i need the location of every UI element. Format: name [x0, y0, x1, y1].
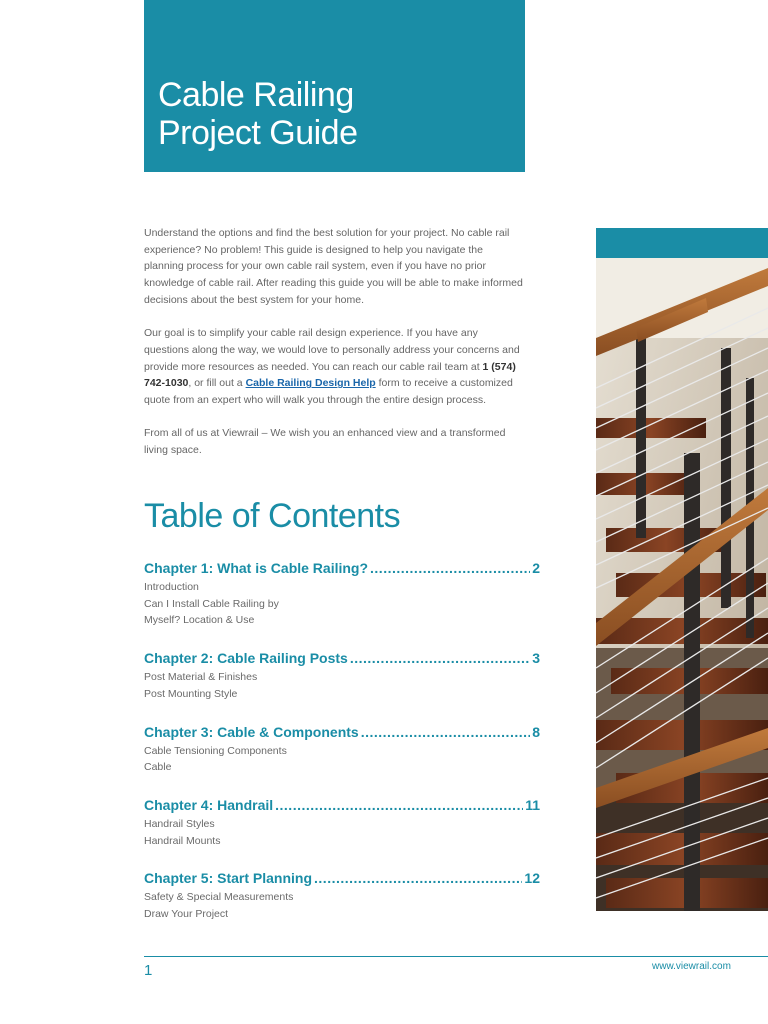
toc-chapter-link[interactable]	[144, 794, 540, 816]
toc-chapter-2	[144, 647, 540, 702]
website-url[interactable]: www.viewrail.com	[652, 961, 731, 972]
toc-sub-item: Introduction	[144, 581, 199, 593]
toc-sub-item: Post Material & Finishes	[144, 671, 258, 684]
chapter-title: Chapter 1: What is Cable Railing?	[144, 560, 369, 576]
intro-p2-middle: , or fill out a	[188, 377, 246, 390]
chapter-page: 11	[525, 796, 540, 813]
toc-chapter-1	[144, 557, 540, 629]
toc-chapter-4	[144, 794, 540, 849]
page-title	[158, 76, 358, 152]
dot-leader	[314, 867, 522, 889]
chapter-page: 8	[532, 723, 540, 740]
intro-paragraph-3: From all of us at Viewrail – We wish you an enhanced view and a transformed living space.	[144, 427, 506, 457]
chapter-title: Chapter 5: Start Planning	[144, 870, 313, 887]
dot-leader	[275, 794, 523, 816]
toc-sub-item: Cable Tensioning Components	[144, 744, 287, 757]
toc-chapter-link[interactable]	[144, 647, 540, 669]
table-of-contents	[144, 557, 540, 941]
toc-sub-item: Cable	[144, 761, 172, 774]
dot-leader	[361, 721, 531, 743]
staircase-illustration	[596, 228, 768, 911]
toc-sub-item: Post Mounting Style	[144, 687, 238, 700]
toc-chapter-link[interactable]	[144, 867, 540, 889]
phone-number: 1 (574) 742-1030	[144, 360, 516, 390]
toc-sub-item: Can I Install Cable Railing by	[144, 597, 279, 610]
chapter-title: Chapter 4: Handrail	[144, 796, 274, 813]
chapter-page: 2	[532, 560, 540, 576]
chapter-page: 3	[532, 650, 540, 667]
intro-paragraph-1: Understand the options and find the best solution for your project. No cable rail experience? No problem! This guide is designed to help you navigate the planning process for your own cable rail system, even if you have no prior knowledge of cable rail. After reading this guide you will be able to make informed decisions about the best system for your home.	[144, 227, 523, 306]
intro-section	[144, 225, 524, 476]
chapter-title: Chapter 2: Cable Railing Posts	[144, 650, 348, 667]
toc-sub-item: Handrail Mounts	[144, 834, 221, 847]
dot-leader	[370, 557, 530, 579]
staircase-photo	[596, 228, 768, 911]
toc-sub-item: Safety & Special Measurements	[144, 891, 294, 904]
footer-divider	[144, 956, 768, 957]
photo-accent-band	[596, 228, 768, 258]
toc-sub-item: Myself? Location & Use	[144, 614, 255, 627]
toc-chapter-link[interactable]	[144, 557, 540, 579]
intro-p2-before: Our goal is to simplify your cable rail design experience. If you have any questions along the way, we would love to personally address your concerns and provide more resources as needed. You can reach our cable rail team at	[144, 327, 520, 373]
intro-paragraph-2	[144, 325, 524, 409]
toc-chapter-3	[144, 721, 540, 776]
design-help-link[interactable]: Cable Railing Design Help	[245, 377, 376, 390]
title-banner	[144, 0, 525, 172]
dot-leader	[350, 647, 530, 669]
title-line-1: Cable Railing	[158, 76, 354, 114]
title-line-2: Project Guide	[158, 114, 358, 152]
chapter-page: 12	[524, 870, 540, 887]
toc-title: Table of Contents	[144, 497, 401, 535]
chapter-title: Chapter 3: Cable & Components	[144, 723, 359, 740]
toc-sub-item: Handrail Styles	[144, 817, 215, 830]
toc-sub-item: Draw Your Project	[144, 908, 229, 921]
intro-p2-after: form to receive a customized quote from an expert who will walk you through the entire design process.	[144, 377, 513, 407]
page-number: 1	[144, 962, 153, 979]
toc-chapter-link[interactable]	[144, 721, 540, 743]
toc-chapter-5	[144, 867, 540, 922]
